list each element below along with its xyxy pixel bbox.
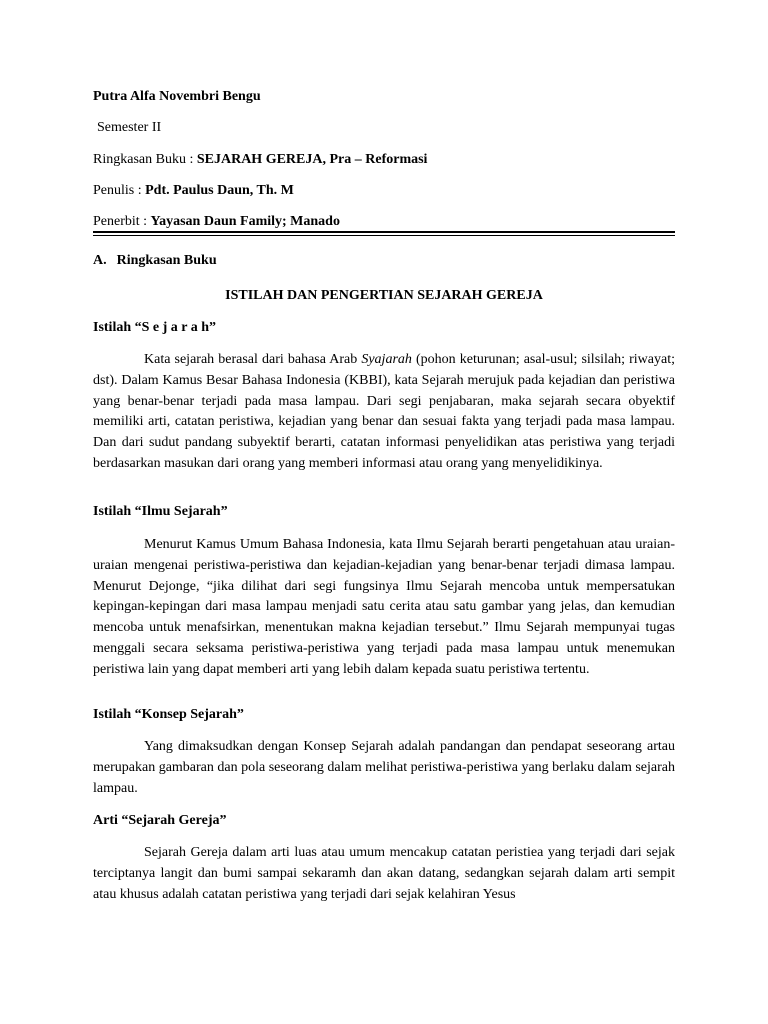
book-summary-line	[93, 151, 427, 169]
section-paragraph: Yang dimaksudkan dengan Konsep Sejarah adalah pandangan dan pendapat seseorang artau merupakan gambaran dan pola seseorang dalam melihat peristiwa-peristiwa yang berlaku dalam sejarah lampau.	[93, 739, 675, 796]
semester: Semester II	[97, 120, 162, 135]
section-a-title: Ringkasan Buku	[116, 253, 217, 268]
chapter-title: ISTILAH DAN PENGERTIAN SEJARAH GEREJA	[225, 288, 543, 303]
author-name: Putra Alfa Novembri Bengu	[93, 89, 261, 104]
writer-line	[93, 182, 294, 200]
summary-label: Ringkasan Buku :	[93, 152, 197, 167]
writer-label: Penulis :	[93, 183, 146, 198]
header-rule-thin	[93, 235, 675, 236]
section-heading: Arti “Sejarah Gereja”	[93, 813, 227, 828]
publisher-name: Yayasan Daun Family; Manado	[150, 214, 340, 229]
section-heading: Istilah “S e j a r a h”	[93, 320, 217, 335]
publisher-line	[93, 213, 340, 231]
publisher-label: Penerbit :	[93, 214, 151, 229]
header-rule-thick	[93, 231, 675, 233]
section-paragraph: Kata sejarah berasal dari bahasa Arab Syajarah (pohon keturunan; asal-usul; silsilah; riwayat; dst). Dalam Kamus Besar Bahasa Indonesia (KBBI), kata Sejarah merujuk pada kejadian dan peristiwa yang benar-benar terjadi pada masa lampau. Dari segi penjabaran, maka sejarah secara obyektif memiliki arti, catatan peristiwa, kejadian yang benar dan sesuai fakta yang terjadi pada masa lampau. Dan dari sudut pandang subyektif berarti, catatan informasi penyelidikan atas peristiwa yang terjadi berdasarkan masukan dari orang yang memberi informasi atau orang yang menyelidikinya.	[93, 352, 675, 471]
section-a-marker: A.	[93, 253, 107, 268]
section-a-heading	[93, 252, 217, 270]
section-heading: Istilah “Konsep Sejarah”	[93, 707, 244, 722]
section-paragraph: Menurut Kamus Umum Bahasa Indonesia, kata Ilmu Sejarah berarti pengetahuan atau uraian-uraian mengenai peristiwa-peristiwa dan kejadian-kejadian yang benar-benar terjadi dimasa lampau. Menurut Dejonge, “jika dilihat dari segi fungsinya Ilmu Sejarah mencoba untuk mempersatukan kepingan-kepingan dari masa lampau menjadi satu cerita atau satu gambar yang jelas, dan kemudian mencoba untuk menafsirkan, menentukan makna kejadian tersebut.” Ilmu Sejarah mempunyai tugas menggali secara seksama peristiwa-peristiwa yang terjadi pada masa lampau untuk menemukan peristiwa lain yang dapat memberi arti yang lebih dalam kepada suatu peristiwa tertentu.	[93, 537, 675, 677]
section-heading: Istilah “Ilmu Sejarah”	[93, 504, 228, 519]
section-paragraph: Sejarah Gereja dalam arti luas atau umum mencakup catatan peristiea yang terjadi dari sejak terciptanya langit dan bumi sampai sekaramh dan akan datang, sedangkan sejarah dalam arti sempit atau khusus adalah catatan peristiwa yang terjadi dari sejak kelahiran Yesus	[93, 845, 675, 902]
book-title: SEJARAH GEREJA, Pra – Reformasi	[196, 152, 428, 167]
writer-name: Pdt. Paulus Daun, Th. M	[145, 183, 294, 198]
